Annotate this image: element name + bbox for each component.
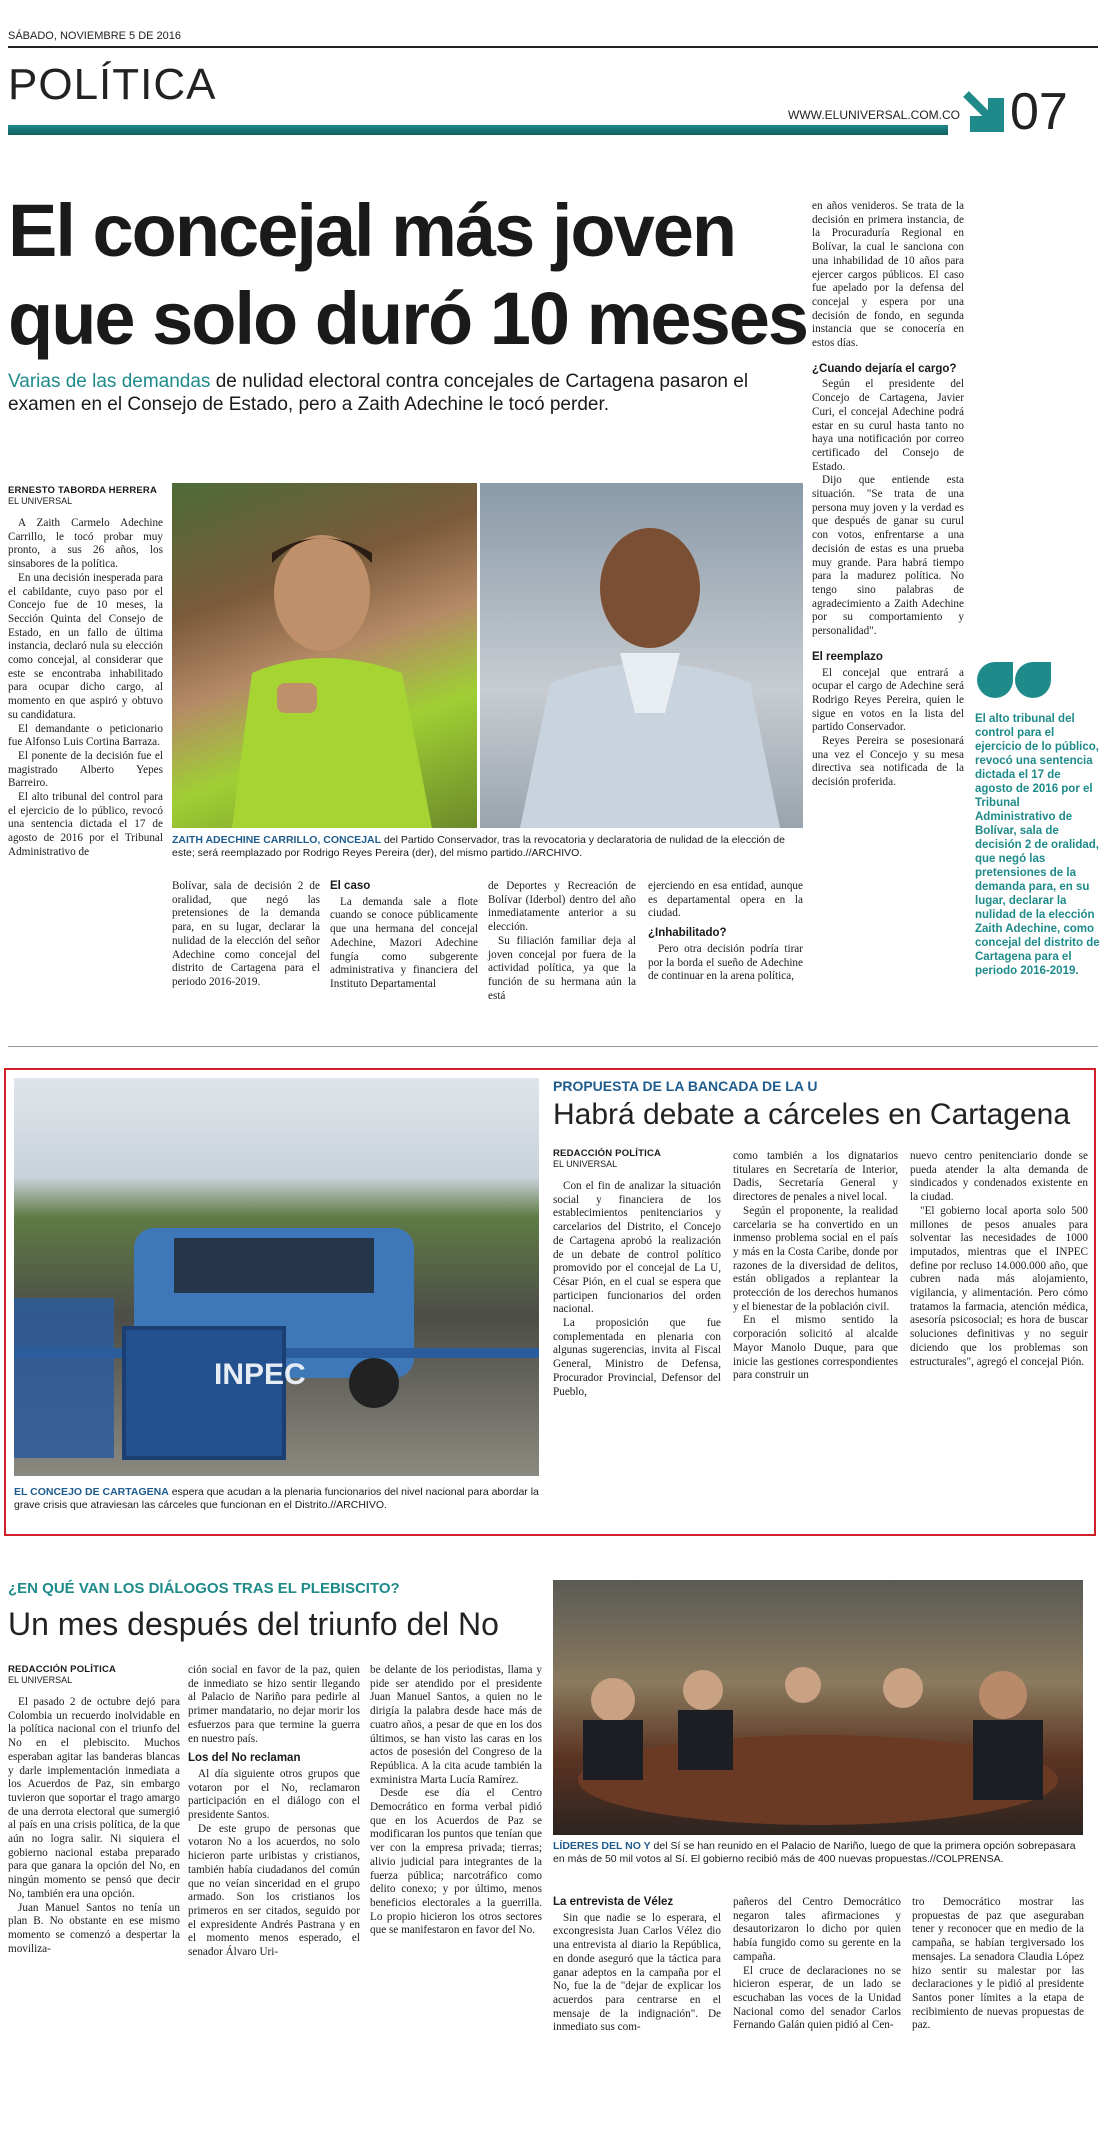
paragraph: "El gobierno local aporta solo 500 millones de pesos anuales para solventar las necesidades de 1000 imputados, mientras que el INPEC define por recluso 14.000.000 año, que cubren nada más alojamiento, vigilancia, y alimentación. Pero cómo tratamos la farmacia, atención médica, asesoría psicosocial; es hora de buscar soluciones definitivas y no seguir diciendo que los problemas son estructurales", agregó el concejal Pión.: [910, 1204, 1088, 1368]
paragraph: Sin que nadie se lo esperara, el excongresista Juan Carlos Vélez dio una entrevista al diario la República, en donde aseguró que la táctica para ganar adeptos en la campaña por el No, fue la de "dejar de explicar los acuerdos para centrarse en el mensaje de la indignación". De inmediato sus com-: [553, 1911, 721, 2034]
section-title: POLÍTICA: [8, 60, 217, 109]
author: REDACCIÓN POLÍTICA: [8, 1664, 117, 1675]
paragraph: en años venideros. Se trata de la decisión en primera instancia, de la Procuraduría Regional en Bolívar, la cual le sanciona con una inhabilidad de 10 años para ejercer cargos públicos. El caso fue apelado por la defensa del concejal y espera por una decisión de fondo, en segunda instancia que se conocería en estos días.: [812, 200, 964, 350]
paragraph: El demandante o peticionario fue Alfonso Luis Cortina Barraza.: [8, 722, 163, 749]
main-right-col: [812, 200, 964, 790]
box-col-2: [733, 1150, 898, 1383]
box-col-1: [553, 1180, 721, 1399]
paragraph: Juan Manuel Santos no tenía un plan B. No obstante en ese mismo momento se comenzó a despertar la moviliza-: [8, 1901, 180, 1955]
paragraph: La proposición que fue complementada en plenaria con algunas sugerencias, invita al Fiscal General, Ministro de Defensa, Procurador Provincial, Defensor del Pueblo,: [553, 1317, 721, 1398]
paragraph: El alto tribunal del control para el ejercicio de lo público, revocó una sentencia dictada el 17 de agosto de 2016 por el Tribunal Administrativo de: [8, 791, 163, 858]
page-arrow-icon: [962, 90, 1004, 132]
main-headline-1: El concejal más joven: [8, 189, 736, 272]
paragraph: Desde ese día el Centro Democrático en forma verbal pidió que en los Acuerdos de Paz se modificaran los puntos que tenían que ver con la empresa privada; tierras; alivio judicial para integrantes de la fuerza pública; narcotráfico como delito conexo; y por último, menos beneficios electorales a la guerrilla. Lo propio hicieron los otros sectores que se manifestaron en favor del No.: [370, 1787, 542, 1937]
paragraph: Reyes Pereira se posesionará una vez el Concejo y su mesa directiva sea notificada de la decisión proferida.: [812, 735, 964, 789]
paragraph: tro Democrático mostrar las propuestas de paz que aseguraban tener y reconocer que en medio de la campaña, se habían tergiversado los mensajes. La senadora Claudia López hizo sentir su malestar por las declaraciones y le pidió al presidente Santos poner límites a la etapa de recibimiento de nuevas propuestas de paz.: [912, 1896, 1084, 2032]
subhead-cuando: ¿Cuando dejaría el cargo?: [812, 362, 957, 375]
box-photo-caption: [14, 1486, 539, 1512]
paragraph: ejerciendo en esa entidad, aunque es departamental opera en la ciudad.: [648, 880, 803, 920]
header-rule-top: [8, 46, 1098, 48]
paragraph: como también a los dignatarios titulares en Secretaría de Interior, Dadis, Secretaría General y directores de penales a nivel local.: [733, 1150, 898, 1204]
paragraph: Con el fin de analizar la situación social y financiera de los establecimientos penitenciarios y carcelarios del Distrito, el Concejo de Cartagena aprobó la realización de un debate de control político promovido por el concejal de La U, César Pión, en el cual se espera que participen funcionarios del orden nacional.: [553, 1180, 721, 1316]
quote-marks-icon: [975, 655, 1055, 705]
section-divider: [8, 1046, 1098, 1047]
photo-adechine: [172, 483, 477, 828]
main-headline-2: que solo duró 10 meses: [8, 277, 808, 360]
paragraph: nuevo centro penitenciario donde se pueda atender la alta demanda de sindicados y condenados existente en la ciudad.: [910, 1150, 1088, 1204]
header-bar: [8, 125, 948, 135]
author: ERNESTO TABORDA HERRERA: [8, 485, 158, 496]
main-col-2: [172, 880, 320, 990]
caption-text: espera que acudan a la plenaria funcionarios del nivel nacional para abordar la grave crisis que atraviesan las cárceles que funcionan en el Distrito.//ARCHIVO.: [14, 1486, 539, 1511]
site-url[interactable]: WWW.ELUNIVERSAL.COM.CO: [788, 108, 961, 122]
paragraph: En una decisión inesperada para el cabildante, cuyo paso por el Concejo fue de 10 meses, la Sección Quinta del Consejo de Estado, en un fallo de última instancia, declaró nula su elección como concejal, al considerar que este se encontraba inhabilitado para ocupar dicho cargo, al momento en que aspiró y obtuvo su candidatura.: [8, 571, 163, 721]
deck-lead: Varias de las demandas: [8, 371, 211, 392]
photo-label: INPEC: [214, 1358, 306, 1391]
box-byline: [553, 1148, 718, 1175]
main-col-3: [330, 880, 478, 992]
bottom-col-6: [912, 1896, 1084, 2033]
caption-lead: ZAITH ADECHINE CARRILLO, CONCEJAL: [172, 834, 382, 846]
page-number: 07: [1010, 83, 1068, 141]
photo-reyes: [480, 483, 803, 828]
bottom-col-1: [8, 1696, 180, 1956]
bottom-col-2: [188, 1664, 360, 1960]
paragraph: de Deportes y Recreación de Bolívar (Iderbol) dentro del año inmediatamente anterior a su elección.: [488, 880, 636, 934]
bottom-kicker: ¿EN QUÉ VAN LOS DIÁLOGOS TRAS EL PLEBISCITO?: [8, 1580, 400, 1597]
paragraph: Su filiación familiar deja al joven concejal por fuera de la actividad política, ya que la función de su hermana aún la está: [488, 934, 636, 1002]
photo-inpec-truck: [14, 1078, 539, 1476]
caption-text: del Partido Conservador, tras la revocatoria y declaratoria de nulidad de la elección de este; será reemplazado por Rodrigo Reyes Pereira (der), del mismo partido.//ARCHIVO.: [172, 834, 785, 859]
subhead-no-reclaman: Los del No reclaman: [188, 1752, 301, 1765]
paragraph: ción social en favor de la paz, quien de inmediato se hizo sentir llegando al Palacio de Nariño para pedirle al primer mandatario, no dejar morir los esfuerzos para que termine la guerra en nuestro país.: [188, 1664, 360, 1745]
paragraph: be delante de los periodistas, llama y pide ser atendido por el presidente Juan Manuel Santos, a quien no le dirigía la palabra desde hace más de cuatro años, a pesar de que en los dos últimos, se han visto las caras en los actos de posesión del Congreso de la República. A la cita acude también la exministra Marta Lucía Ramírez.: [370, 1664, 542, 1786]
paragraph: De este grupo de personas que votaron No a los acuerdos, no solo hicieron parte uribistas y cristianos, también había ciudadanos del común que no veían sinceridad en el grupo armado. Son los cristianos los primeros en ser citados, seguido por el expresidente Andrés Pastrana y en el momento menos esperado, el senador Álvaro Uri-: [188, 1822, 360, 1959]
paragraph: Dijo que entiende esta situación. "Se trata de una persona muy joven y la verdad es que después de ganar su curul con votos, enfrentarse a una decisión de estas es una prueba muy grande. Para habrá tiempo para la madurez política. No tengo sino palabras de agradecimiento a Zaith Adechine por su comportamiento y personalidad".: [812, 474, 964, 638]
caption-lead: LÍDERES DEL NO Y: [553, 1840, 651, 1852]
paragraph: El pasado 2 de octubre dejó para Colombia un recuerdo inolvidable en la política nacional con el triunfo del No en el plebiscito. Muchos esperaban agitar las banderas blancas y darle implementación inmediata a los Acuerdos de Paz, sin embargo tuvieron que soportar el trago amargo de una derrota electoral que sumergió al país en una crisis política, de la que aún no logra salir. Ni siquiera el gobierno nacional estaba preparado para que ganara la opción del No, en ningún momento se pensó que decir No, también era una opción.: [8, 1696, 180, 1900]
header-date: SÁBADO, NOVIEMBRE 5 DE 2016: [8, 30, 182, 42]
main-col-4: [488, 880, 636, 1003]
main-col-1: [8, 517, 163, 860]
outlet: EL UNIVERSAL: [8, 1675, 73, 1685]
subhead-el-caso: El caso: [330, 880, 371, 892]
subhead-inhabilitado: ¿Inhabilitado?: [648, 927, 727, 940]
box-kicker: PROPUESTA DE LA BANCADA DE LA U: [553, 1078, 818, 1094]
main-byline: [8, 485, 163, 512]
main-photo-caption: [172, 834, 802, 860]
caption-text: del Sí se han reunido en el Palacio de Nariño, luego de que la primera opción sobrepasara en más de 50 mil votos al Sí. El gobierno recibió más de 400 nuevas propuestas.//COLPRENSA.: [553, 1840, 1076, 1865]
paragraph: Pero otra decisión podría tirar por la borda el sueño de Adechine de continuar en la arena política,: [648, 942, 803, 983]
paragraph: Al día siguiente otros grupos que votaron por el No, reclamaron participación en el diálogo con el presidente Santos.: [188, 1767, 360, 1822]
bottom-byline: [8, 1664, 178, 1691]
bottom-headline: Un mes después del triunfo del No: [8, 1606, 499, 1642]
paragraph: Bolívar, sala de decisión 2 de oralidad, que negó las pretensiones de la demanda para, en su lugar, declarar la nulidad de la elección del señor Adechine como concejal del distrito de Cartagena para el periodo 2016-2019.: [172, 880, 320, 988]
paragraph: pañeros del Centro Democrático negaron tales afirmaciones y desautorizaron lo dicho por quien había fungido como su gerente en la campaña.: [733, 1896, 901, 1963]
bottom-col-4: [553, 1896, 721, 2035]
paragraph: En el mismo sentido la corporación solicitó al alcalde Mayor Manolo Duque, para que inicie las gestiones correspondientes para construir un: [733, 1314, 898, 1382]
paragraph: Según el proponente, la realidad carcelaria se ha convertido en un inmenso problema social en el país y más en la Costa Caribe, donde por razones de la diversidad de delitos, están obligados a replantear la protección de los derechos humanos y el bienestar de la población civil.: [733, 1204, 898, 1313]
subhead-reemplazo: El reemplazo: [812, 650, 883, 663]
deck-rest: de nulidad electoral contra concejales de Cartagena pasaron el examen en el Consejo de Estado, pero a Zaith Adechine le tocó perder.: [8, 371, 749, 415]
paragraph: El cruce de declaraciones no se hicieron esperar, de un lado se escuchaban las voces de la Unidad Nacional como del senador Carlos Fernando Galán quien pidió al Cen-: [733, 1964, 901, 2032]
paragraph: Según el presidente del Concejo de Cartagena, Javier Curi, el concejal Adechine podrá estar en su curul hasta tanto no haya una notificación por correo certificado del Consejo de Estado.: [812, 378, 964, 473]
pullquote: El alto tribunal del control para el ejercicio de lo público, revocó una sentencia dictada el 17 de agosto de 2016 por el Tribunal Administrativo de Bolívar, sala de decisión 2 de oralidad, que negó las pretensiones de la demanda para, en su lugar, declarar la nulidad de la elección Zaith Adechine, como concejal del distrito de Cartagena para el periodo 2016-2019.: [975, 713, 1100, 977]
paragraph: El ponente de la decisión fue el magistrado Alberto Yepes Barreiro.: [8, 749, 163, 790]
bottom-col-3: [370, 1664, 542, 1938]
paragraph: A Zaith Carmelo Adechine Carrillo, le tocó probar muy pronto, a sus 26 años, los sinsabores de la política.: [8, 517, 163, 571]
box-headline: Habrá debate a cárceles en Cartagena: [553, 1098, 1071, 1131]
paragraph: La demanda sale a flote cuando se conoce públicamente que una hermana del concejal Adechine, Mazori Adechine fungía como subgerente administrativa y financiera del Instituto Departamental: [330, 895, 478, 990]
bottom-photo-caption: [553, 1840, 1083, 1866]
main-deck: [8, 370, 808, 416]
author: REDACCIÓN POLÍTICA: [553, 1148, 662, 1159]
paragraph: El concejal que entrará a ocupar el cargo de Adechine será Rodrigo Reyes Pereira, quien le sigue en votos en la lista del partido Conservador.: [812, 666, 964, 734]
photo-palacio-narino: [553, 1580, 1083, 1835]
box-col-3: [910, 1150, 1088, 1369]
subhead-entrevista: La entrevista de Vélez: [553, 1896, 674, 1908]
outlet: EL UNIVERSAL: [553, 1159, 618, 1169]
bottom-col-5: [733, 1896, 901, 2033]
outlet: EL UNIVERSAL: [8, 496, 73, 506]
caption-lead: EL CONCEJO DE CARTAGENA: [14, 1486, 169, 1498]
main-col-5: [648, 880, 803, 984]
